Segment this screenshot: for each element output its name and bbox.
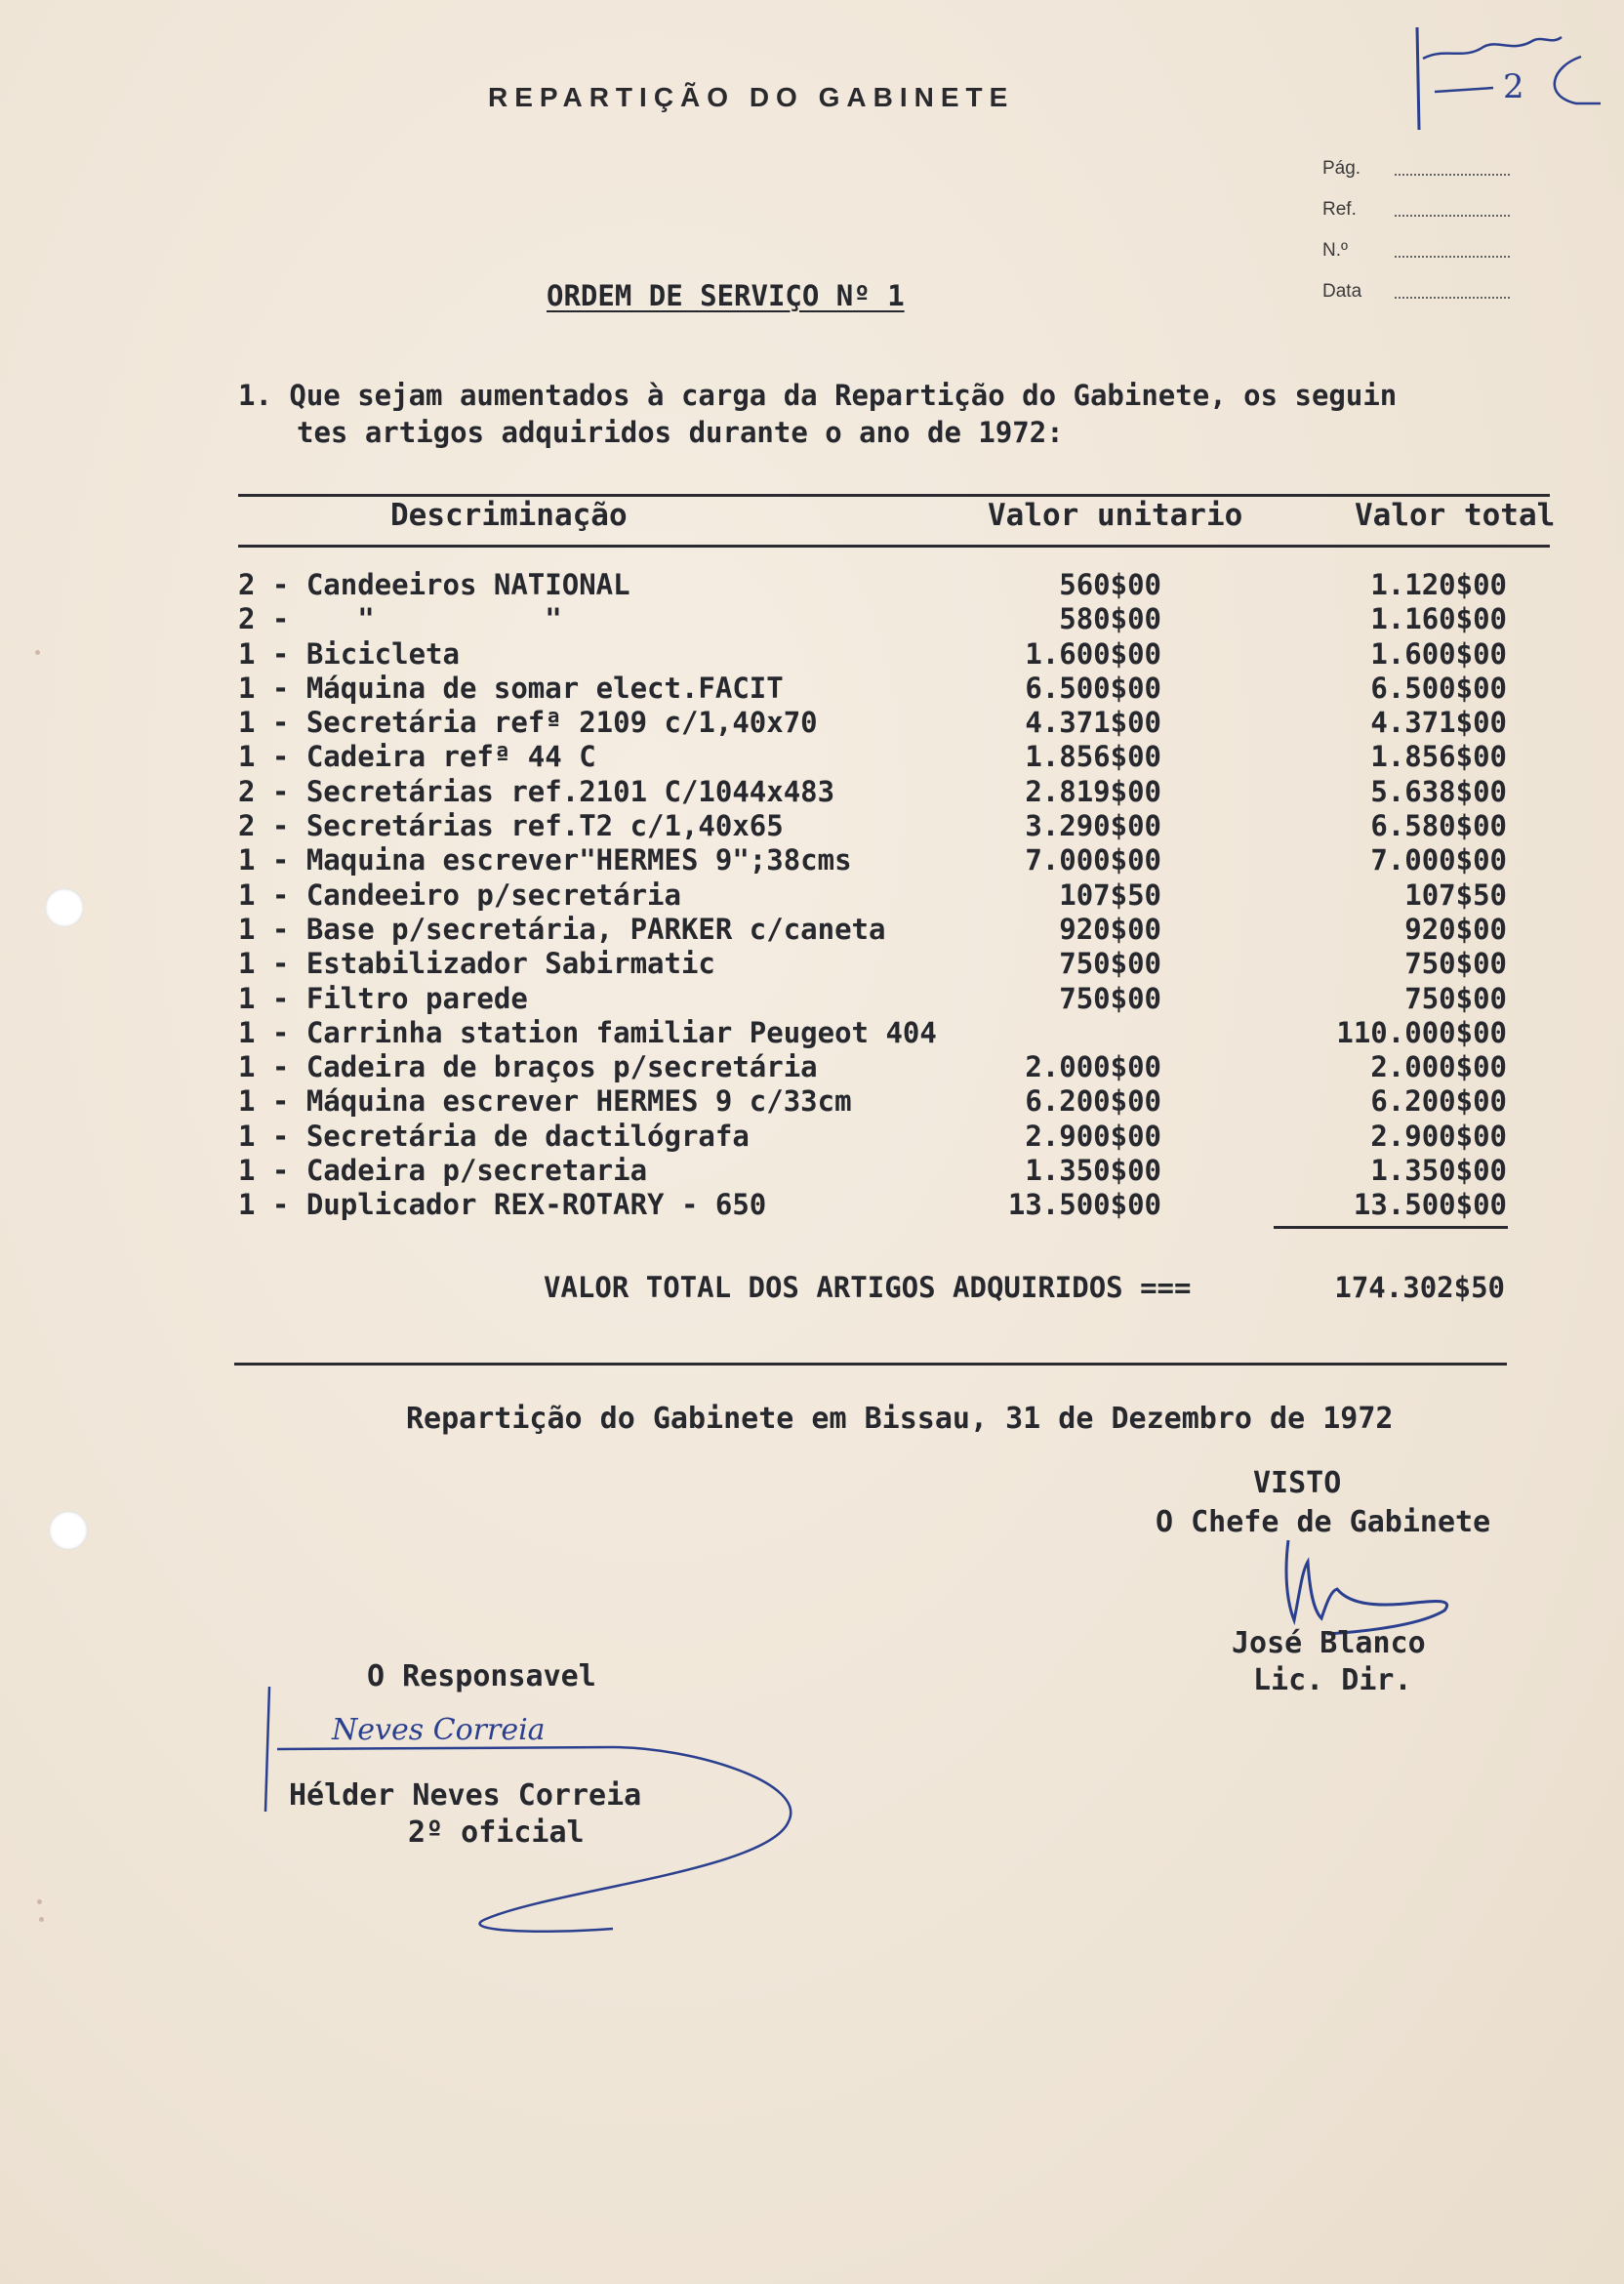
table-row bbox=[238, 947, 1507, 981]
item-unit-value: 7.000$00 bbox=[1025, 843, 1161, 877]
table-row bbox=[238, 672, 1507, 706]
item-unit-value: 750$00 bbox=[1059, 981, 1161, 1015]
visto-line: VISTO bbox=[1253, 1466, 1342, 1500]
item-total-value: 920$00 bbox=[1404, 912, 1507, 946]
item-description: 1 - Base p/secretária, PARKER c/caneta bbox=[238, 912, 886, 946]
item-total-value: 750$00 bbox=[1404, 947, 1507, 981]
document-title: ORDEM DE SERVIÇO Nº 1 bbox=[547, 279, 905, 312]
item-unit-value: 3.290$00 bbox=[1025, 809, 1161, 843]
item-description: 1 - Cadeira refª 44 C bbox=[238, 740, 596, 774]
item-unit-value: 2.900$00 bbox=[1025, 1119, 1161, 1153]
item-total-value: 1.350$00 bbox=[1370, 1154, 1507, 1188]
item-description: 2 - Secretárias ref.T2 c/1,40x65 bbox=[238, 809, 784, 843]
meta-line bbox=[1395, 240, 1510, 258]
grand-total-value: 174.302$50 bbox=[1334, 1271, 1505, 1304]
item-description: 1 - Máquina de somar elect.FACIT bbox=[238, 671, 784, 705]
table-row bbox=[238, 1016, 1507, 1050]
item-description: 1 - Maquina escrever"HERMES 9";38cms bbox=[238, 843, 852, 877]
table-row bbox=[238, 1120, 1507, 1154]
header-description: Descriminação bbox=[390, 498, 628, 533]
table-row bbox=[238, 878, 1507, 913]
item-total-value: 110.000$00 bbox=[1336, 1015, 1507, 1049]
item-total-value: 6.580$00 bbox=[1370, 809, 1507, 843]
responsavel-name: Hélder Neves Correia bbox=[289, 1778, 642, 1813]
item-description: 1 - Duplicador REX-ROTARY - 650 bbox=[238, 1188, 767, 1222]
item-description: 1 - Secretária de dactilógrafa bbox=[238, 1119, 750, 1153]
table-row bbox=[238, 1188, 1507, 1222]
item-unit-value: 580$00 bbox=[1059, 602, 1161, 636]
item-description: 2 - Candeeiros NATIONAL bbox=[238, 568, 630, 601]
item-unit-value: 6.500$00 bbox=[1025, 671, 1161, 705]
item-description: 1 - Secretária refª 2109 c/1,40x70 bbox=[238, 706, 818, 740]
handwritten-corner-annotation bbox=[1405, 18, 1610, 135]
meta-fields bbox=[1322, 158, 1510, 322]
item-description: 2 - Secretárias ref.2101 C/1044x483 bbox=[238, 774, 835, 808]
punch-hole-top bbox=[45, 888, 84, 927]
meta-row-ref: Ref. bbox=[1322, 199, 1510, 240]
item-total-value: 1.600$00 bbox=[1370, 636, 1507, 671]
table-row bbox=[238, 1084, 1507, 1119]
item-unit-value: 6.200$00 bbox=[1025, 1084, 1161, 1119]
items-table bbox=[238, 568, 1507, 1223]
meta-line bbox=[1395, 158, 1510, 176]
item-unit-value: 2.000$00 bbox=[1025, 1050, 1161, 1084]
responsavel-role: 2º oficial bbox=[408, 1815, 585, 1850]
item-unit-value: 750$00 bbox=[1059, 947, 1161, 981]
item-total-value: 2.900$00 bbox=[1370, 1119, 1507, 1153]
table-row bbox=[238, 602, 1507, 636]
intro-line-1: 1. Que sejam aumentados à carga da Repartição do Gabinete, os seguin bbox=[238, 379, 1398, 412]
item-description: 1 - Máquina escrever HERMES 9 c/33cm bbox=[238, 1084, 852, 1119]
item-total-value: 5.638$00 bbox=[1370, 774, 1507, 808]
paper-speck bbox=[37, 1899, 42, 1904]
table-top-rule bbox=[238, 494, 1550, 497]
item-unit-value: 920$00 bbox=[1059, 912, 1161, 946]
item-unit-value: 560$00 bbox=[1059, 568, 1161, 601]
table-row bbox=[238, 706, 1507, 740]
intro-paragraph bbox=[238, 377, 1397, 451]
table-row bbox=[238, 913, 1507, 947]
table-row bbox=[238, 740, 1507, 774]
item-total-value: 6.500$00 bbox=[1370, 671, 1507, 705]
item-total-value: 107$50 bbox=[1404, 877, 1507, 912]
annotation-number: 2 bbox=[1503, 67, 1524, 106]
table-header-rule bbox=[238, 545, 1550, 548]
item-unit-value: 1.600$00 bbox=[1025, 636, 1161, 671]
chefe-de-gabinete: O Chefe de Gabinete bbox=[1156, 1505, 1491, 1539]
item-description: 1 - Estabilizador Sabirmatic bbox=[238, 947, 715, 981]
item-total-value: 13.500$00 bbox=[1353, 1188, 1507, 1222]
item-unit-value: 4.371$00 bbox=[1025, 706, 1161, 740]
paper-speck bbox=[35, 650, 40, 655]
responsavel-signature-text: Neves Correia bbox=[332, 1713, 546, 1747]
item-unit-value: 13.500$00 bbox=[1007, 1188, 1161, 1222]
closing-rule bbox=[234, 1363, 1507, 1366]
punch-hole-bottom bbox=[49, 1511, 88, 1550]
item-total-value: 1.856$00 bbox=[1370, 740, 1507, 774]
header-unit-value: Valor unitario bbox=[988, 498, 1243, 533]
meta-row-date: Data bbox=[1322, 281, 1510, 322]
responsavel-heading: O Responsavel bbox=[367, 1659, 596, 1693]
header-total-value: Valor total bbox=[1355, 498, 1556, 533]
meta-line bbox=[1395, 281, 1510, 299]
table-row bbox=[238, 1050, 1507, 1084]
meta-line bbox=[1395, 199, 1510, 217]
item-description: 1 - Cadeira p/secretaria bbox=[238, 1154, 648, 1188]
item-total-value: 2.000$00 bbox=[1370, 1050, 1507, 1084]
meta-row-page: Pág. bbox=[1322, 158, 1510, 199]
sum-underline bbox=[1274, 1226, 1508, 1229]
item-unit-value: 107$50 bbox=[1059, 877, 1161, 912]
item-description: 1 - Bicicleta bbox=[238, 636, 460, 671]
intro-line-2: tes artigos adquiridos durante o ano de 1972: bbox=[297, 416, 1064, 449]
item-description: 1 - Cadeira de braços p/secretária bbox=[238, 1050, 818, 1084]
place-and-date: Repartição do Gabinete em Bissau, 31 de Dezembro de 1972 bbox=[406, 1402, 1394, 1436]
item-total-value: 1.160$00 bbox=[1370, 602, 1507, 636]
paper-speck bbox=[39, 1917, 44, 1922]
chefe-signature bbox=[1269, 1532, 1464, 1640]
item-total-value: 1.120$00 bbox=[1370, 568, 1507, 601]
item-unit-value: 1.856$00 bbox=[1025, 740, 1161, 774]
grand-total-label: VALOR TOTAL DOS ARTIGOS ADQUIRIDOS === bbox=[544, 1271, 1192, 1304]
item-total-value: 750$00 bbox=[1404, 981, 1507, 1015]
item-unit-value: 2.819$00 bbox=[1025, 774, 1161, 808]
meta-row-number: N.º bbox=[1322, 240, 1510, 281]
chefe-name: José Blanco bbox=[1232, 1626, 1426, 1660]
item-description: 1 - Candeeiro p/secretária bbox=[238, 877, 681, 912]
table-row bbox=[238, 843, 1507, 877]
table-row bbox=[238, 982, 1507, 1016]
item-unit-value: 1.350$00 bbox=[1025, 1154, 1161, 1188]
item-description: 1 - Filtro parede bbox=[238, 981, 528, 1015]
department-header: REPARTIÇÃO DO GABINETE bbox=[488, 82, 1015, 112]
table-row bbox=[238, 1154, 1507, 1188]
item-description: 2 - " " bbox=[238, 602, 562, 636]
item-total-value: 4.371$00 bbox=[1370, 706, 1507, 740]
item-description: 1 - Carrinha station familiar Peugeot 404 bbox=[238, 1015, 937, 1049]
item-total-value: 6.200$00 bbox=[1370, 1084, 1507, 1119]
table-row bbox=[238, 775, 1507, 809]
table-row bbox=[238, 809, 1507, 843]
table-row bbox=[238, 568, 1507, 602]
item-total-value: 7.000$00 bbox=[1370, 843, 1507, 877]
table-row bbox=[238, 637, 1507, 672]
chefe-role: Lic. Dir. bbox=[1253, 1663, 1412, 1697]
